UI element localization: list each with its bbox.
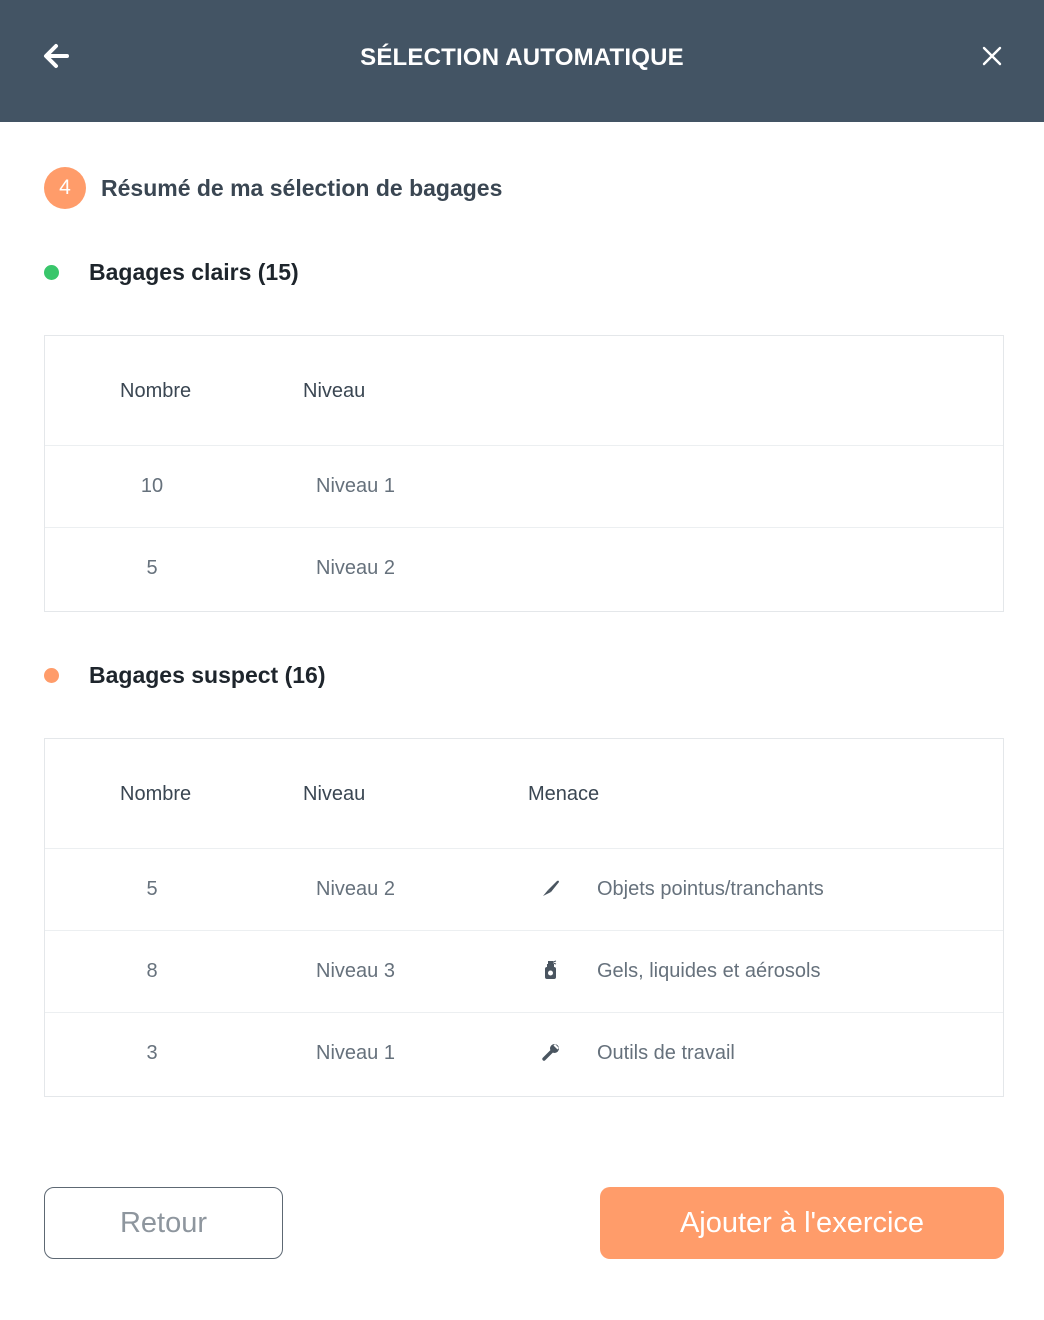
- column-header-nombre: Nombre: [120, 783, 192, 805]
- header-bar: [0, 0, 1044, 122]
- cell-niveau: Niveau 2: [316, 878, 395, 900]
- knife-icon: [540, 877, 562, 899]
- cell-menace: Gels, liquides et aérosols: [597, 960, 821, 982]
- column-header-nombre: Nombre: [120, 380, 192, 402]
- cell-nombre: 3: [146, 1042, 158, 1064]
- clear-baggage-heading: [44, 257, 299, 287]
- cell-niveau: Niveau 2: [316, 557, 395, 579]
- cell-nombre: 10: [140, 475, 164, 497]
- green-status-dot: [44, 265, 59, 280]
- cell-menace: Outils de travail: [597, 1042, 735, 1064]
- table-row: [45, 931, 1003, 1013]
- page-title: SÉLECTION AUTOMATIQUE: [360, 44, 684, 71]
- column-header-niveau: Niveau: [303, 380, 366, 402]
- step-number-badge: 4: [44, 167, 86, 209]
- add-to-exercise-button[interactable]: Ajouter à l'exercice: [600, 1187, 1004, 1259]
- table-header: [45, 739, 1003, 849]
- wrench-icon: [540, 1041, 562, 1063]
- cell-niveau: Niveau 1: [316, 475, 395, 497]
- step-label: Résumé de ma sélection de bagages: [101, 174, 503, 201]
- cell-nombre: 5: [146, 878, 158, 900]
- cell-nombre: 5: [146, 557, 158, 579]
- table-header: [45, 336, 1003, 446]
- table-row: [45, 1013, 1003, 1095]
- table-row: [45, 849, 1003, 931]
- spray-bottle-icon: [540, 959, 562, 981]
- cell-menace: Objets pointus/tranchants: [597, 878, 824, 900]
- table-row: [45, 446, 1003, 528]
- back-button[interactable]: Retour: [44, 1187, 283, 1259]
- step-heading: [44, 167, 502, 209]
- column-header-niveau: Niveau: [303, 783, 366, 805]
- suspect-baggage-heading: [44, 660, 325, 690]
- cell-nombre: 8: [146, 960, 158, 982]
- orange-status-dot: [44, 668, 59, 683]
- suspect-baggage-table: [44, 738, 1004, 1097]
- suspect-baggage-title: Bagages suspect (16): [89, 661, 326, 688]
- cell-niveau: Niveau 3: [316, 960, 395, 982]
- close-icon[interactable]: [978, 42, 1006, 70]
- clear-baggage-title: Bagages clairs (15): [89, 258, 299, 285]
- cell-niveau: Niveau 1: [316, 1042, 395, 1064]
- table-row: [45, 528, 1003, 610]
- column-header-menace: Menace: [528, 783, 600, 805]
- clear-baggage-table: [44, 335, 1004, 612]
